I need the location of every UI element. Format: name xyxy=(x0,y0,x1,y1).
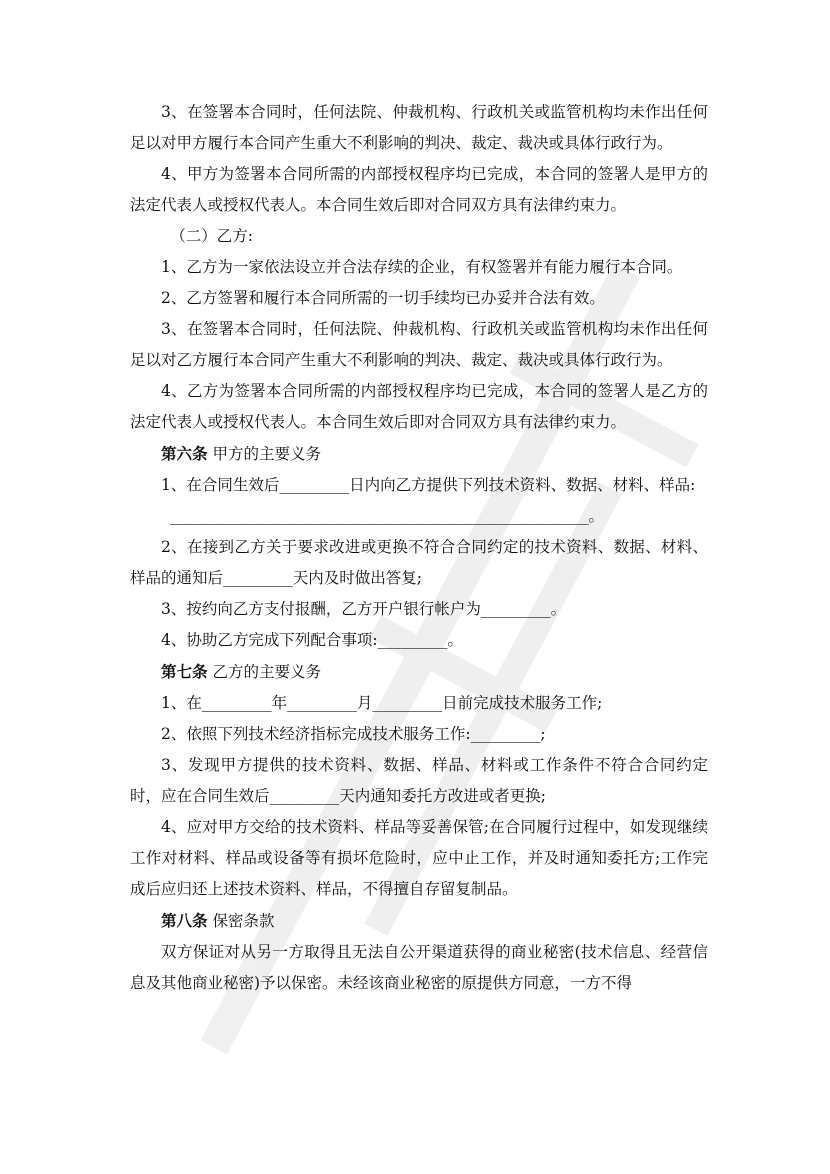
article-8-title: 保密条款 xyxy=(212,912,275,930)
article-6-item-2: 2、在接到乙方关于要求改进或更换不符合合同约定的技术资料、数据、材料、样品的通知后_________天内及时做出答复; xyxy=(130,538,708,587)
article-8-heading xyxy=(130,905,708,937)
partyB-clause-2: 2、乙方签署和履行本合同所需的一切手续均已办妥并合法有效。 xyxy=(161,289,605,307)
partyA-clause-3: 3、在签署本合同时，任何法院、仲裁机构、行政机关或监管机构均未作出任何足以对甲方履行本合同产生重大不利影响的判决、裁定、裁决或具体行政行为。 xyxy=(130,103,708,152)
article-7-item-4: 4、应对甲方交给的技术资料、样品等妥善保管;在合同履行过程中，如发现继续工作对材料、样品或设备等有损坏危险时，应中止工作，并及时通知委托方;工作完成后应归还上述技术资料、样品，不得擅自存留复制品。 xyxy=(130,818,708,898)
article-6-item-1: 1、在合同生效后_________日内向乙方提供下列技术资料、数据、材料、样品: xyxy=(161,476,696,494)
article-7-title: 乙方的主要义务 xyxy=(212,663,321,681)
partyA-clause-4: 4、甲方为签署本合同所需的内部授权程序均已完成，本合同的签署人是甲方的法定代表人或授权代表人。本合同生效后即对合同双方具有法律约束力。 xyxy=(130,165,708,214)
article-7-number: 第七条 xyxy=(161,662,208,681)
article-7-heading xyxy=(130,656,708,688)
article-6-item-3: 3、按约向乙方支付报酬，乙方开户银行帐户为_________。 xyxy=(161,600,567,618)
article-7-item-3: 3、发现甲方提供的技术资料、数据、样品、材料或工作条件不符合合同约定时，应在合同生效后_________天内通知委托方改进或者更换; xyxy=(130,756,708,805)
article-8-number: 第八条 xyxy=(161,911,208,930)
partyB-clause-3: 3、在签署本合同时，任何法院、仲裁机构、行政机关或监管机构均未作出任何足以对乙方履行本合同产生重大不利影响的判决、裁定、裁决或具体行政行为。 xyxy=(130,320,708,369)
article-7-item-1: 1、在_________年_________月_________日前完成技术服务工作; xyxy=(161,694,603,712)
contract-body xyxy=(130,97,708,999)
article-6-blank-line: ______________________________________________________。 xyxy=(170,507,605,525)
partyB-clause-4: 4、乙方为签署本合同所需的内部授权程序均已完成，本合同的签署人是乙方的法定代表人或授权代表人。本合同生效后即对合同双方具有法律约束力。 xyxy=(130,382,708,431)
article-7-item-2: 2、依照下列技术经济指标完成技术服务工作:_________; xyxy=(161,725,546,743)
article-6-title: 甲方的主要义务 xyxy=(212,445,321,463)
article-6-number: 第六条 xyxy=(161,444,208,463)
partyB-heading: （二）乙方: xyxy=(170,227,254,245)
article-6-heading xyxy=(130,438,708,470)
article-6-item-4: 4、协助乙方完成下列配合事项:_________。 xyxy=(161,631,463,649)
partyB-clause-1: 1、乙方为一家依法设立并合法存续的企业，有权签署并有能力履行本合同。 xyxy=(161,258,683,276)
article-8-item-1: 双方保证对从另一方取得且无法自公开渠道获得的商业秘密(技术信息、经营信息及其他商业秘密)予以保密。未经该商业秘密的原提供方同意，一方不得 xyxy=(130,943,708,992)
